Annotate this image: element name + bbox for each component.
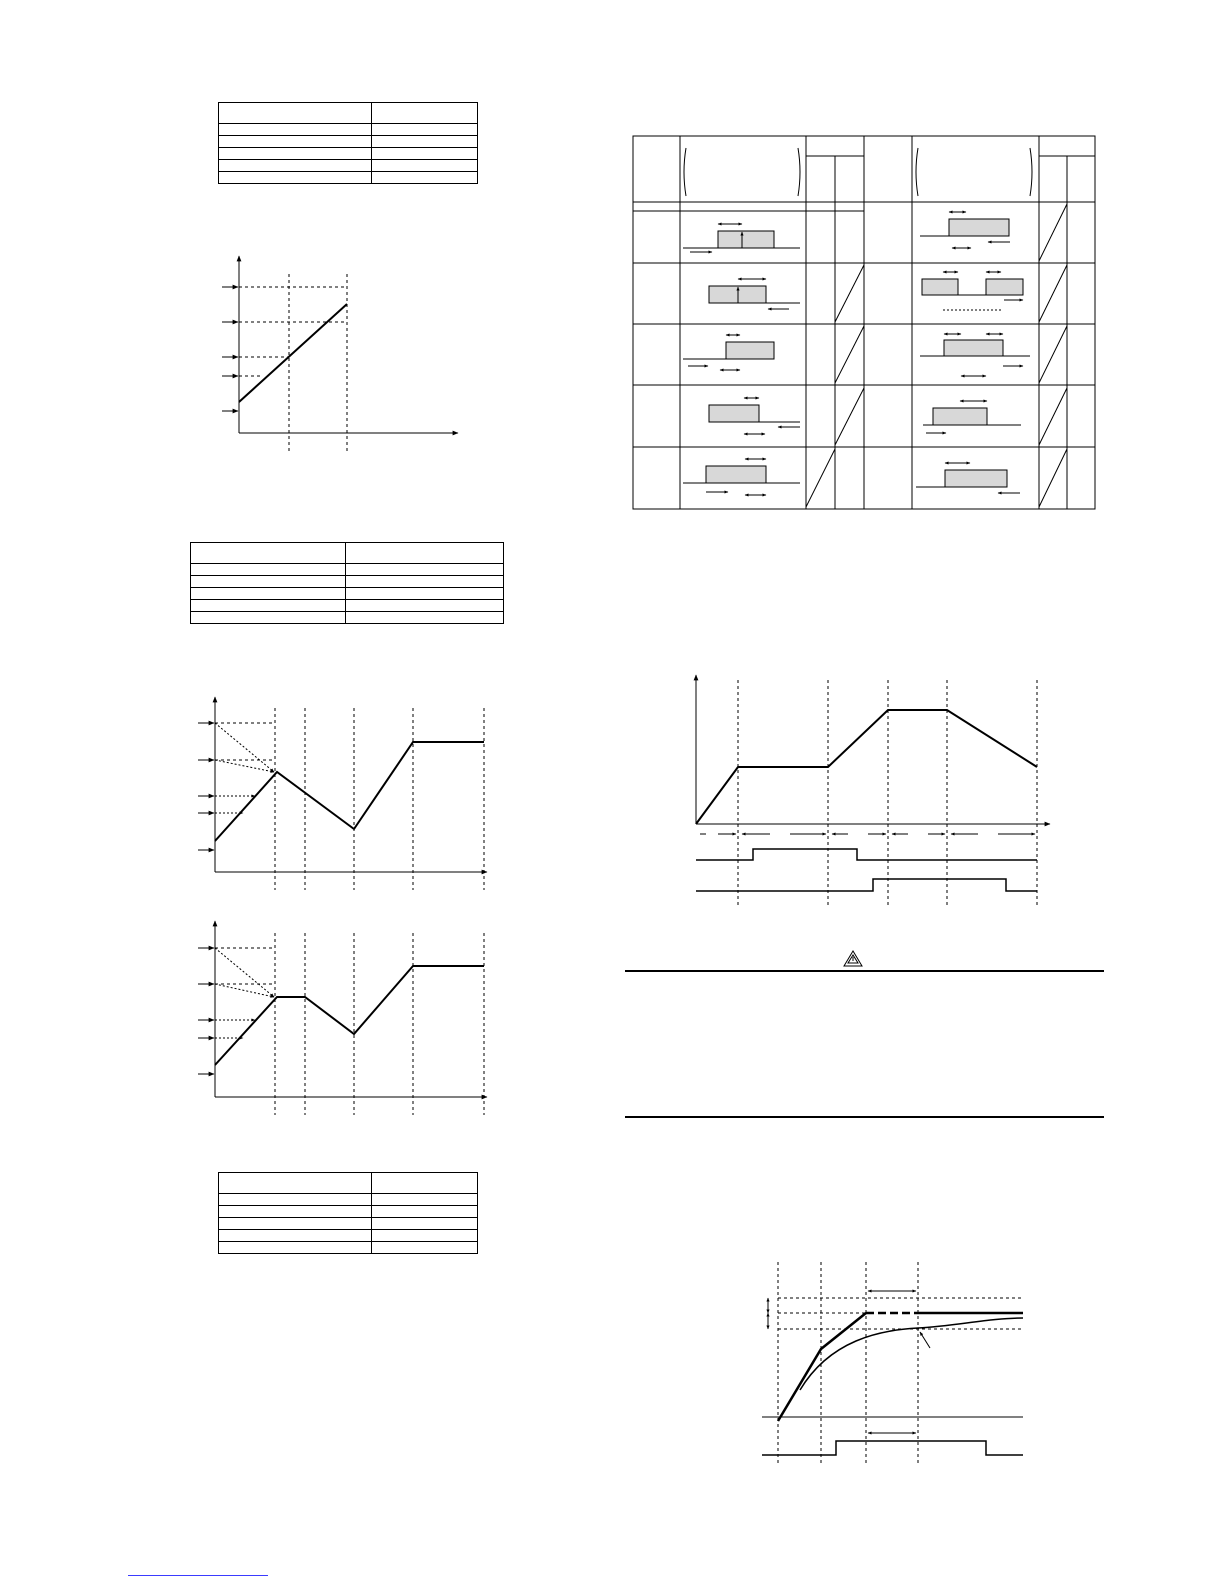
- mode-table: [633, 136, 1095, 509]
- caution-box: [625, 951, 1104, 1117]
- footer-link-underline[interactable]: [128, 1575, 268, 1576]
- response-graph-1: [198, 697, 487, 890]
- settling-graph: [762, 1262, 1023, 1463]
- profile-graph: [696, 675, 1050, 905]
- response-graph-2: [198, 921, 487, 1115]
- warning-icon: [844, 951, 862, 966]
- ramp-graph: [222, 256, 458, 453]
